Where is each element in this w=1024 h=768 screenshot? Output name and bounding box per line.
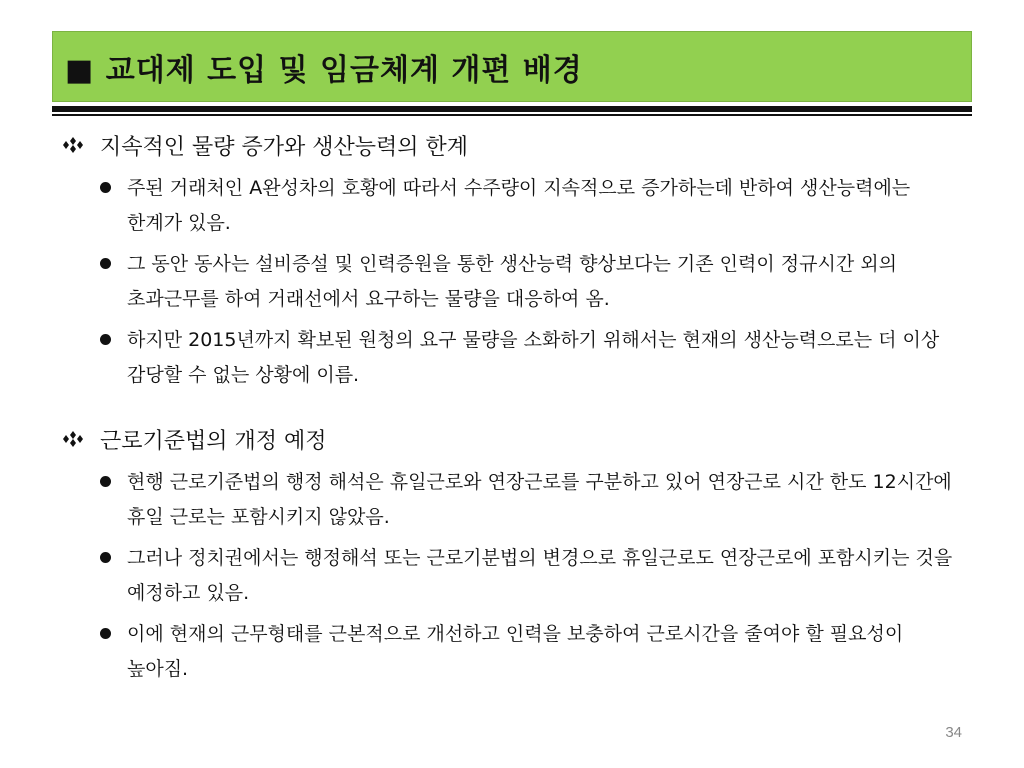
bullet-dot-icon bbox=[100, 476, 111, 487]
bullet-dot-icon bbox=[100, 258, 111, 269]
list-item bbox=[60, 465, 970, 535]
section-volume-capacity bbox=[60, 125, 970, 393]
section-heading bbox=[60, 125, 970, 165]
section-label: 근로기준법의 개정 예정 bbox=[100, 428, 327, 454]
bullet-dot-icon bbox=[100, 552, 111, 563]
bullet-dot-icon bbox=[100, 334, 111, 345]
list-item bbox=[60, 323, 970, 393]
page-number: 34 bbox=[945, 724, 962, 741]
title-divider-thin bbox=[52, 114, 972, 116]
bullet-dot-icon bbox=[100, 182, 111, 193]
diamond-bullet-icon bbox=[60, 429, 86, 449]
section-label: 지속적인 물량 증가와 생산능력의 한계 bbox=[100, 134, 469, 160]
bullet-text: 그 동안 동사는 설비증설 및 인력증원을 통한 생산능력 향상보다는 기존 인력이 정규시간 외의 초과근무를 하여 거래선에서 요구하는 물량을 대응하여 옴. bbox=[127, 253, 897, 310]
slide-title: ■ 교대제 도입 및 임금체계 개편 배경 bbox=[65, 52, 583, 88]
slide-body bbox=[60, 125, 970, 687]
bullet-text: 이에 현재의 근무형태를 근본적으로 개선하고 인력을 보충하여 근로시간을 줄여야 할 필요성이 높아짐. bbox=[127, 623, 904, 680]
bullet-dot-icon bbox=[100, 628, 111, 639]
title-divider-thick bbox=[52, 106, 972, 112]
bullet-list bbox=[60, 171, 970, 393]
bullet-text: 주된 거래처인 A완성차의 호황에 따라서 수주량이 지속적으로 증가하는데 반하여 생산능력에는 한계가 있음. bbox=[127, 177, 911, 234]
list-item bbox=[60, 617, 970, 687]
diamond-bullet-icon bbox=[60, 135, 86, 155]
slide-title-bar bbox=[52, 31, 972, 102]
list-item bbox=[60, 541, 970, 611]
section-heading bbox=[60, 419, 970, 459]
list-item bbox=[60, 247, 970, 317]
bullet-list bbox=[60, 465, 970, 687]
bullet-text: 현행 근로기준법의 행정 해석은 휴일근로와 연장근로를 구분하고 있어 연장근로 시간 한도 12시간에 휴일 근로는 포함시키지 않았음. bbox=[127, 471, 952, 528]
bullet-text: 하지만 2015년까지 확보된 원청의 요구 물량을 소화하기 위해서는 현재의 생산능력으로는 더 이상 감당할 수 없는 상황에 이름. bbox=[127, 329, 940, 386]
list-item bbox=[60, 171, 970, 241]
bullet-text: 그러나 정치권에서는 행정해석 또는 근로기분법의 변경으로 휴일근로도 연장근로에 포함시키는 것을 예정하고 있음. bbox=[127, 547, 953, 604]
section-labor-law bbox=[60, 419, 970, 687]
